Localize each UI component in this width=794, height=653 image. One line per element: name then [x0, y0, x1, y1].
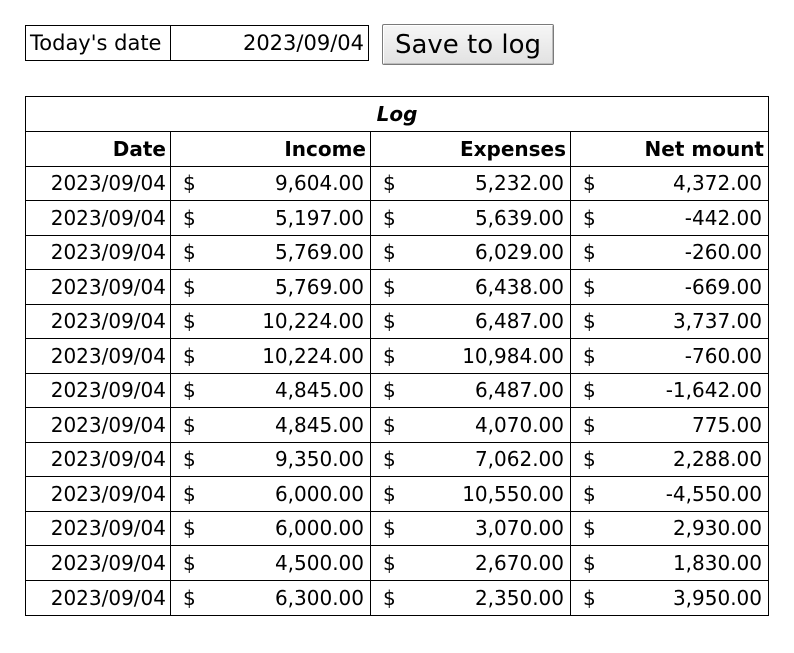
date-cell[interactable]: 2023/09/04 [26, 581, 171, 616]
currency-symbol: $ [183, 412, 196, 437]
income-cell[interactable] [171, 374, 371, 408]
net-amount-cell[interactable] [571, 201, 768, 235]
expenses-cell[interactable] [371, 236, 571, 270]
income-cell[interactable] [171, 339, 371, 373]
net-amount-cell[interactable] [571, 512, 768, 546]
net-amount-cell[interactable] [571, 581, 768, 616]
amount-value: 2,288.00 [672, 447, 762, 472]
net-amount-cell[interactable] [571, 339, 768, 373]
date-cell[interactable]: 2023/09/04 [26, 305, 171, 339]
amount-value: 6,029.00 [474, 240, 564, 265]
table-row [26, 443, 768, 478]
amount-value: -260.00 [684, 240, 762, 265]
currency-symbol: $ [183, 550, 196, 575]
net-amount-cell[interactable] [571, 270, 768, 304]
currency-symbol: $ [383, 205, 396, 230]
currency-symbol: $ [383, 378, 396, 403]
income-cell[interactable] [171, 305, 371, 339]
column-header-date: Date [26, 132, 171, 166]
todays-date-box [25, 25, 369, 61]
amount-value: 6,438.00 [474, 274, 564, 299]
currency-symbol: $ [583, 447, 596, 472]
table-row [26, 270, 768, 305]
date-cell[interactable]: 2023/09/04 [26, 408, 171, 442]
expenses-cell[interactable] [371, 167, 571, 201]
income-cell[interactable] [171, 201, 371, 235]
amount-value: 5,639.00 [474, 205, 564, 230]
date-cell[interactable]: 2023/09/04 [26, 443, 171, 477]
currency-symbol: $ [583, 585, 596, 610]
currency-symbol: $ [583, 171, 596, 196]
amount-value: -760.00 [684, 343, 762, 368]
income-cell[interactable] [171, 477, 371, 511]
column-header-income: Income [171, 132, 371, 166]
log-table [25, 96, 769, 616]
net-amount-cell[interactable] [571, 477, 768, 511]
income-cell[interactable] [171, 581, 371, 616]
amount-value: 2,350.00 [474, 585, 564, 610]
expenses-cell[interactable] [371, 270, 571, 304]
table-row [26, 581, 768, 616]
todays-date-label: Today's date [26, 26, 171, 60]
currency-symbol: $ [583, 516, 596, 541]
amount-value: 9,604.00 [274, 171, 364, 196]
expenses-cell[interactable] [371, 581, 571, 616]
currency-symbol: $ [383, 412, 396, 437]
net-amount-cell[interactable] [571, 443, 768, 477]
currency-symbol: $ [383, 274, 396, 299]
net-amount-cell[interactable] [571, 236, 768, 270]
net-amount-cell[interactable] [571, 167, 768, 201]
amount-value: 5,232.00 [474, 171, 564, 196]
column-header-net-amount: Net mount [644, 136, 764, 161]
save-to-log-button[interactable]: Save to log [382, 24, 554, 65]
net-amount-cell[interactable] [571, 305, 768, 339]
expenses-cell[interactable] [371, 374, 571, 408]
table-row [26, 512, 768, 547]
income-cell[interactable] [171, 512, 371, 546]
expenses-cell[interactable] [371, 443, 571, 477]
date-cell[interactable]: 2023/09/04 [26, 167, 171, 201]
table-row [26, 236, 768, 271]
amount-value: 775.00 [692, 412, 762, 437]
currency-symbol: $ [583, 205, 596, 230]
table-row [26, 477, 768, 512]
expenses-cell[interactable] [371, 305, 571, 339]
amount-value: 4,500.00 [274, 550, 364, 575]
amount-value: 3,737.00 [672, 309, 762, 334]
income-cell[interactable] [171, 270, 371, 304]
log-rows [26, 167, 768, 616]
currency-symbol: $ [183, 205, 196, 230]
currency-symbol: $ [383, 240, 396, 265]
amount-value: 6,487.00 [474, 309, 564, 334]
column-header-expenses: Expenses [371, 132, 571, 166]
log-header-row [26, 132, 768, 167]
income-cell[interactable] [171, 167, 371, 201]
expenses-cell[interactable] [371, 477, 571, 511]
amount-value: 6,000.00 [274, 516, 364, 541]
amount-value: 10,224.00 [262, 309, 364, 334]
net-amount-cell[interactable] [571, 374, 768, 408]
currency-symbol: $ [183, 447, 196, 472]
currency-symbol: $ [583, 240, 596, 265]
income-cell[interactable] [171, 236, 371, 270]
amount-value: 10,984.00 [462, 343, 564, 368]
currency-symbol: $ [383, 550, 396, 575]
amount-value: 4,372.00 [672, 171, 762, 196]
currency-symbol: $ [383, 481, 396, 506]
date-cell[interactable]: 2023/09/04 [26, 339, 171, 373]
currency-symbol: $ [583, 378, 596, 403]
expenses-cell[interactable] [371, 408, 571, 442]
currency-symbol: $ [383, 343, 396, 368]
amount-value: 2,930.00 [672, 516, 762, 541]
amount-value: -4,550.00 [665, 481, 762, 506]
amount-value: 5,197.00 [274, 205, 364, 230]
table-row [26, 305, 768, 340]
date-cell[interactable]: 2023/09/04 [26, 477, 171, 511]
date-cell[interactable]: 2023/09/04 [26, 236, 171, 270]
net-amount-cell[interactable] [571, 408, 768, 442]
amount-value: 6,000.00 [274, 481, 364, 506]
amount-value: 4,845.00 [274, 412, 364, 437]
income-cell[interactable] [171, 443, 371, 477]
amount-value: 9,350.00 [274, 447, 364, 472]
amount-value: -669.00 [684, 274, 762, 299]
table-row [26, 167, 768, 202]
income-cell[interactable] [171, 408, 371, 442]
expenses-cell[interactable] [371, 201, 571, 235]
table-row [26, 339, 768, 374]
currency-symbol: $ [183, 378, 196, 403]
currency-symbol: $ [183, 274, 196, 299]
currency-symbol: $ [183, 309, 196, 334]
currency-symbol: $ [383, 447, 396, 472]
expenses-cell[interactable] [371, 546, 571, 580]
amount-value: 7,062.00 [474, 447, 564, 472]
currency-symbol: $ [183, 171, 196, 196]
date-cell[interactable]: 2023/09/04 [26, 201, 171, 235]
net-amount-cell[interactable] [571, 546, 768, 580]
table-row [26, 408, 768, 443]
amount-value: 6,487.00 [474, 378, 564, 403]
table-row [26, 201, 768, 236]
amount-value: 6,300.00 [274, 585, 364, 610]
income-cell[interactable] [171, 546, 371, 580]
date-cell[interactable]: 2023/09/04 [26, 374, 171, 408]
currency-symbol: $ [183, 481, 196, 506]
todays-date-value[interactable]: 2023/09/04 [242, 31, 364, 55]
currency-symbol: $ [183, 516, 196, 541]
date-cell[interactable]: 2023/09/04 [26, 546, 171, 580]
table-row [26, 546, 768, 581]
currency-symbol: $ [383, 309, 396, 334]
amount-value: 3,950.00 [672, 585, 762, 610]
currency-symbol: $ [183, 585, 196, 610]
date-cell[interactable]: 2023/09/04 [26, 270, 171, 304]
expenses-cell[interactable] [371, 339, 571, 373]
currency-symbol: $ [383, 585, 396, 610]
amount-value: 10,550.00 [462, 481, 564, 506]
amount-value: -442.00 [684, 205, 762, 230]
amount-value: -1,642.00 [665, 378, 762, 403]
currency-symbol: $ [383, 171, 396, 196]
log-title: Log [26, 97, 768, 132]
currency-symbol: $ [183, 240, 196, 265]
currency-symbol: $ [583, 343, 596, 368]
table-row [26, 374, 768, 409]
currency-symbol: $ [583, 274, 596, 299]
expenses-cell[interactable] [371, 512, 571, 546]
amount-value: 1,830.00 [672, 550, 762, 575]
currency-symbol: $ [583, 550, 596, 575]
amount-value: 5,769.00 [274, 240, 364, 265]
currency-symbol: $ [383, 516, 396, 541]
currency-symbol: $ [183, 343, 196, 368]
date-cell[interactable]: 2023/09/04 [26, 512, 171, 546]
currency-symbol: $ [583, 309, 596, 334]
amount-value: 4,845.00 [274, 378, 364, 403]
amount-value: 4,070.00 [474, 412, 564, 437]
currency-symbol: $ [583, 412, 596, 437]
amount-value: 5,769.00 [274, 274, 364, 299]
amount-value: 2,670.00 [474, 550, 564, 575]
currency-symbol: $ [583, 481, 596, 506]
amount-value: 3,070.00 [474, 516, 564, 541]
amount-value: 10,224.00 [262, 343, 364, 368]
